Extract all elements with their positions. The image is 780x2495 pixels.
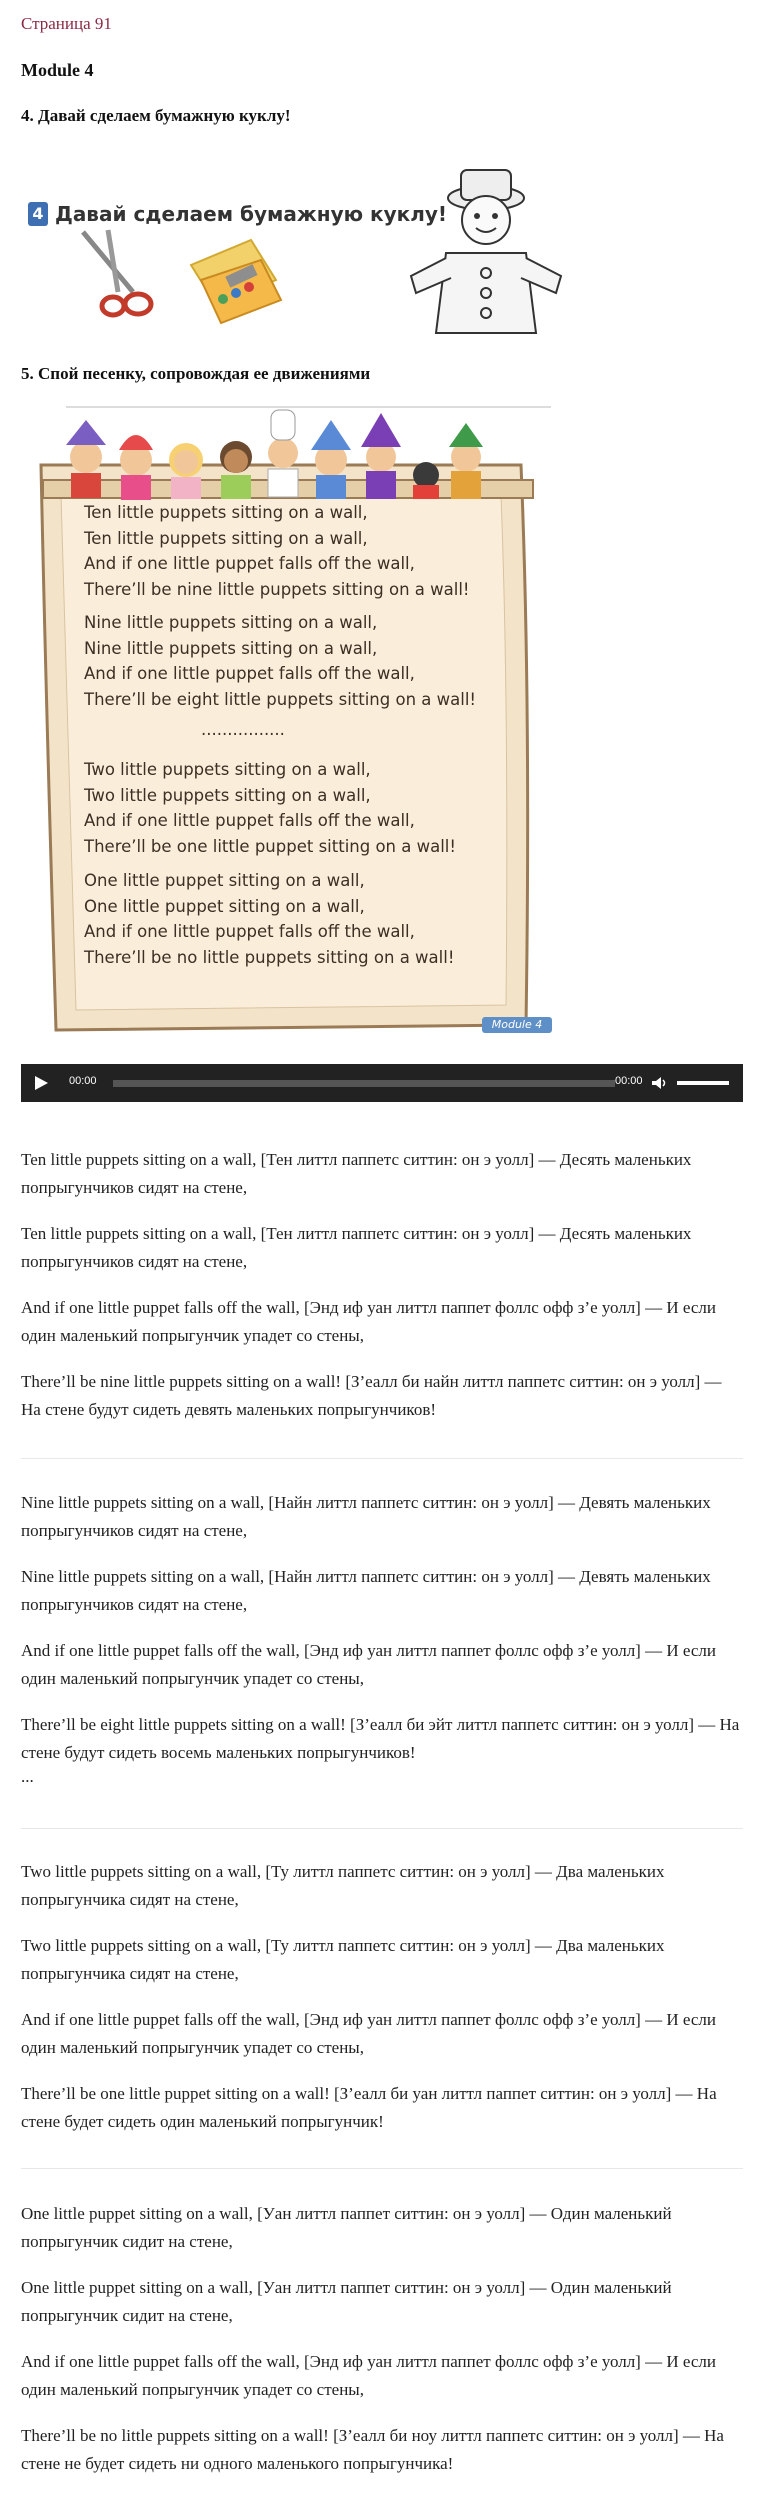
section-divider <box>21 1458 743 1459</box>
translation-line: And if one little puppet falls off the wall, [Энд иф уан литтл паппет фоллс офф з’е уолл] — И если один маленький попрыгунчик упадет со стены, <box>21 1298 716 1345</box>
song-verse-1: Ten little puppets sitting on a wall, Ten little puppets sitting on a wall, And if one little puppet falls off the wall, There’ll be nine little puppets sitting on a wall! <box>84 503 470 599</box>
page-number-link[interactable]: Страница 91 <box>21 14 112 33</box>
paper-doll-illustration <box>21 150 581 350</box>
song-verse-2: Nine little puppets sitting on a wall, Nine little puppets sitting on a wall, And if one little puppet falls off the wall, There’ll be eight little puppets sitting on a wall! <box>84 613 477 709</box>
audio-player <box>21 1064 743 1102</box>
translation-line: There’ll be one little puppet sitting on a wall! [З’еалл би уан литтл паппет ситтин: он э уолл] — На стене будет сидеть один маленький попрыгунчик! <box>21 2084 717 2131</box>
puppets-row-illustration <box>61 405 511 505</box>
section-divider <box>21 1828 743 1829</box>
task-number-badge: 4 <box>28 202 48 226</box>
volume-icon[interactable] <box>651 1075 667 1091</box>
song-dots: ................ <box>201 720 285 739</box>
translation-line: Two little puppets sitting on a wall, [Ту литтл паппетс ситтин: он э уолл] — Два маленьких попрыгунчика сидят на стене, <box>21 1936 665 1983</box>
scissors-icon <box>63 222 183 322</box>
duration-time: 00:00 <box>615 1075 643 1087</box>
translation-line: And if one little puppet falls off the wall, [Энд иф уан литтл паппет фоллс офф з’е уолл] — И если один маленький попрыгунчик упадет со стены, <box>21 2352 716 2399</box>
task-4-heading: 4. Давай сделаем бумажную куклу! <box>21 106 291 125</box>
translation-line: There’ll be eight little puppets sitting on a wall! [З’еалл би эйт литтл паппетс ситтин: он э уолл] — На стене будут сидеть восемь маленьких попрыгунчиков! <box>21 1715 740 1762</box>
translation-line: Nine little puppets sitting on a wall, [Найн литтл паппетс ситтин: он э уолл] — Девять маленьких попрыгунчиков сидят на стене, <box>21 1493 711 1540</box>
volume-slider[interactable] <box>677 1081 729 1085</box>
progress-track[interactable] <box>113 1080 615 1087</box>
translation-line: There’ll be nine little puppets sitting on a wall! [З’еалл би найн литтл паппетс ситтин: он э уолл] — На стене будут сидеть девять маленьких попрыгунчиков! <box>21 1372 722 1419</box>
translation-line: And if one little puppet falls off the wall, [Энд иф уан литтл паппет фоллс офф з’е уолл] — И если один маленький попрыгунчик упадет со стены, <box>21 1641 716 1688</box>
task-5-heading: 5. Спой песенку, сопровождая ее движениями <box>21 364 371 383</box>
translation-line: One little puppet sitting on a wall, [Уан литтл паппет ситтин: он э уолл] — Один маленький попрыгунчик сидит на стене, <box>21 2204 672 2251</box>
art-supplies-icon <box>181 235 291 330</box>
song-verse-3: Two little puppets sitting on a wall, Two little puppets sitting on a wall, And if one little puppet falls off the wall, There’ll be one little puppet sitting on a wall! <box>84 760 456 856</box>
current-time: 00:00 <box>69 1075 97 1087</box>
song-verse-4: One little puppet sitting on a wall, One little puppet sitting on a wall, And if one little puppet falls off the wall, There’ll be no little puppets sitting on a wall! <box>84 871 455 967</box>
section-divider <box>21 2168 743 2169</box>
translation-line: There’ll be no little puppets sitting on a wall! [З’еалл би ноу литтл паппетс ситтин: он э уолл] — На стене не будет сидеть ни одного маленького попрыгунчика! <box>21 2426 724 2473</box>
play-button[interactable] <box>35 1076 48 1090</box>
translation-line: One little puppet sitting on a wall, [Уан литтл паппет ситтин: он э уолл] — Один маленький попрыгунчик сидит на стене, <box>21 2278 672 2325</box>
illustration-title: Давай сделаем бумажную куклу! <box>55 202 448 226</box>
translation-line: Nine little puppets sitting on a wall, [Найн литтл паппетс ситтин: он э уолл] — Девять маленьких попрыгунчиков сидят на стене, <box>21 1567 711 1614</box>
ellipsis: ... <box>21 1767 34 1786</box>
translation-line: And if one little puppet falls off the wall, [Энд иф уан литтл паппет фоллс офф з’е уолл] — И если один маленький попрыгунчик упадет со стены, <box>21 2010 716 2057</box>
song-illustration <box>21 405 561 1035</box>
module-title: Module 4 <box>21 60 94 80</box>
module-tag: Module 4 <box>482 1017 552 1033</box>
paper-doll-icon <box>391 158 581 348</box>
translation-line: Ten little puppets sitting on a wall, [Тен литтл паппетс ситтин: он э уолл] — Десять маленьких попрыгунчиков сидят на стене, <box>21 1150 692 1197</box>
translation-line: Ten little puppets sitting on a wall, [Тен литтл паппетс ситтин: он э уолл] — Десять маленьких попрыгунчиков сидят на стене, <box>21 1224 692 1271</box>
translation-line: Two little puppets sitting on a wall, [Ту литтл паппетс ситтин: он э уолл] — Два маленьких попрыгунчика сидят на стене, <box>21 1862 665 1909</box>
